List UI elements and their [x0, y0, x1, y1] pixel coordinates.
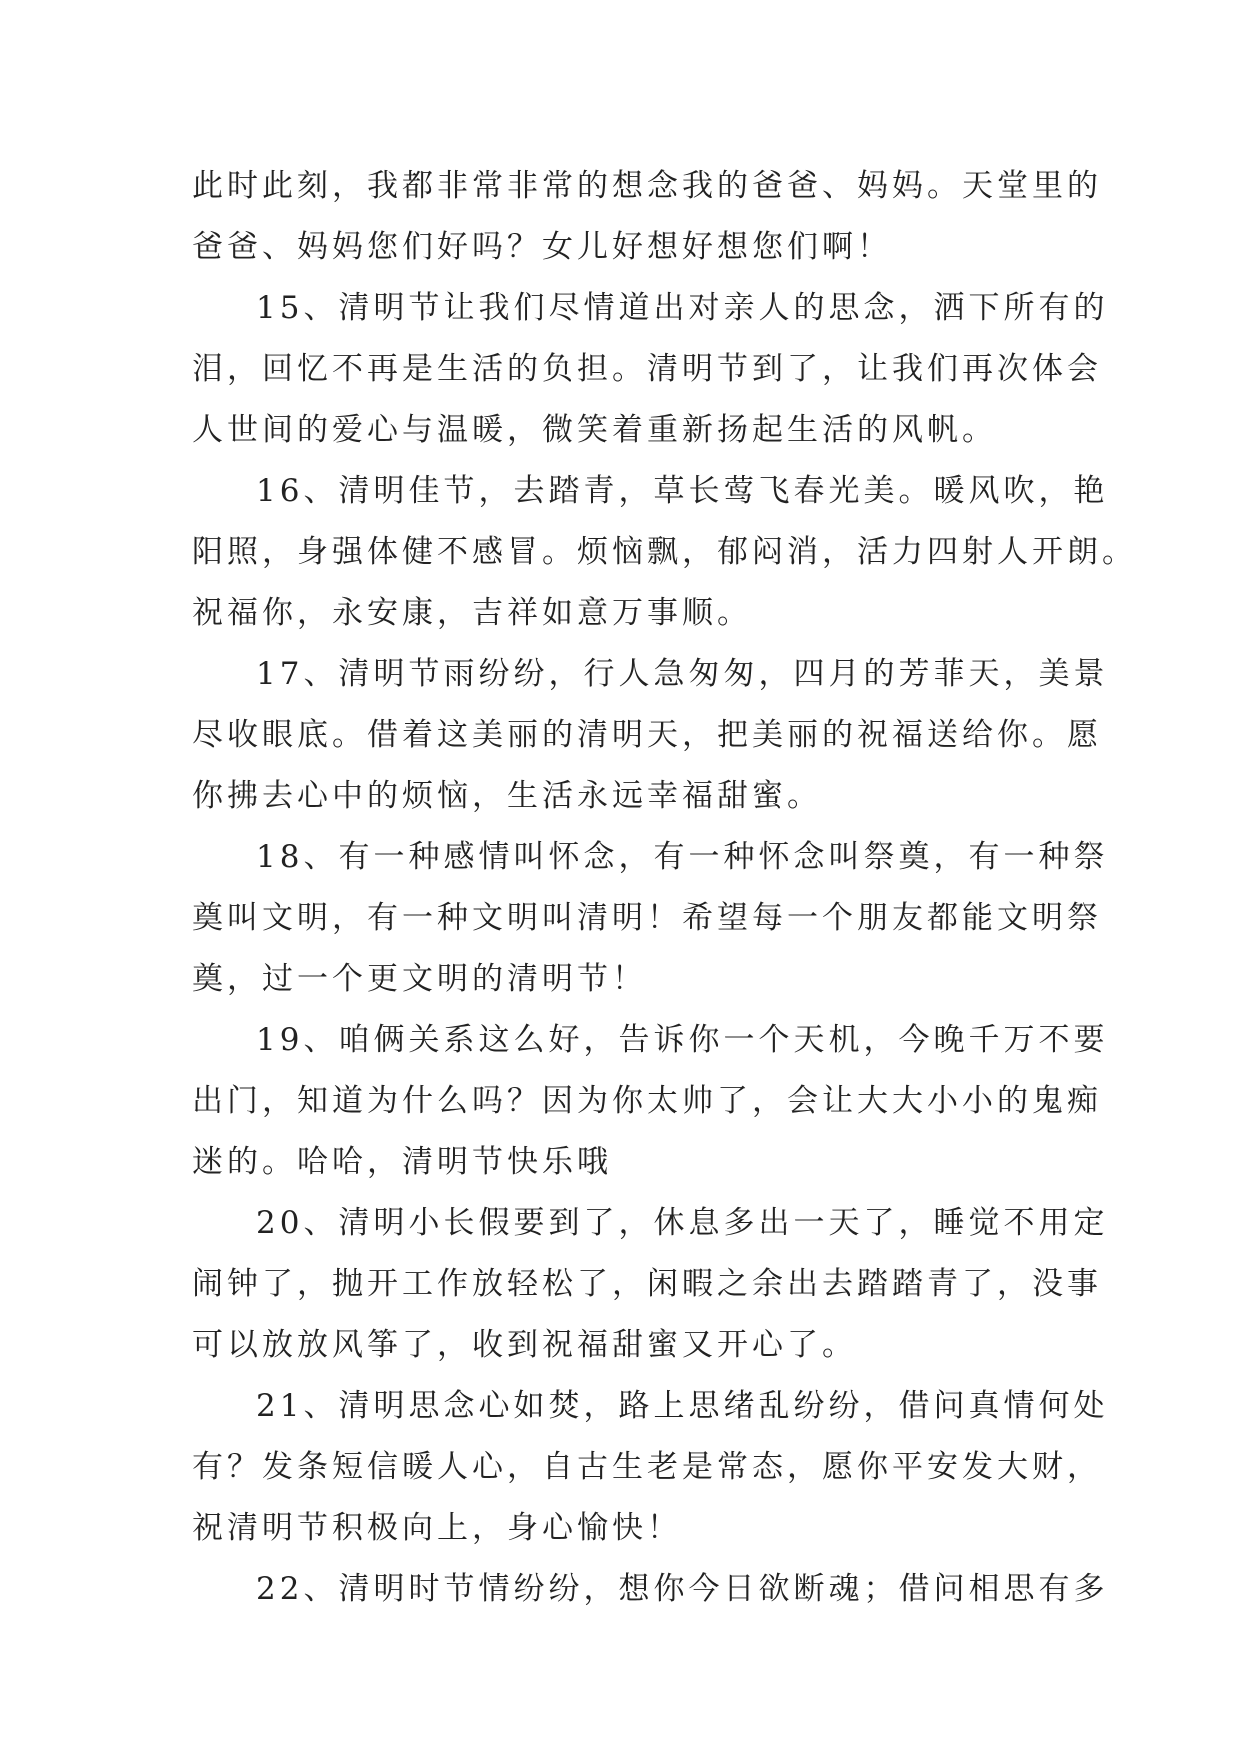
paragraph-start-15: 15、清明节让我们尽情道出对亲人的思念，洒下所有的 [256, 290, 1109, 326]
text-line: 祝清明节积极向上，身心愉快！ [192, 1510, 682, 1546]
text-line: 出门，知道为什么吗？因为你太帅了，会让大大小小的鬼痴 [192, 1083, 1102, 1119]
text-line: 你拂去心中的烦恼，生活永远幸福甜蜜。 [192, 778, 822, 814]
paragraph-start-21: 21、清明思念心如焚，路上思绪乱纷纷，借问真情何处 [256, 1388, 1109, 1424]
paragraph-start-22: 22、清明时节情纷纷，想你今日欲断魂；借问相思有多 [256, 1571, 1109, 1607]
text-line: 爸爸、妈妈您们好吗？女儿好想好想您们啊！ [192, 229, 892, 265]
text-line: 泪，回忆不再是生活的负担。清明节到了，让我们再次体会 [192, 351, 1102, 387]
paragraph-start-18: 18、有一种感情叫怀念，有一种怀念叫祭奠，有一种祭 [256, 839, 1109, 875]
paragraph-start-17: 17、清明节雨纷纷，行人急匆匆，四月的芳菲天，美景 [256, 656, 1109, 692]
text-line: 可以放放风筝了，收到祝福甜蜜又开心了。 [192, 1327, 857, 1363]
text-line: 奠叫文明，有一种文明叫清明！希望每一个朋友都能文明祭 [192, 900, 1102, 936]
text-line: 尽收眼底。借着这美丽的清明天，把美丽的祝福送给你。愿 [192, 717, 1102, 753]
text-line: 人世间的爱心与温暖，微笑着重新扬起生活的风帆。 [192, 412, 997, 448]
text-line: 迷的。哈哈，清明节快乐哦 [192, 1144, 612, 1180]
text-line: 此时此刻，我都非常非常的想念我的爸爸、妈妈。天堂里的 [192, 168, 1102, 204]
paragraph-start-20: 20、清明小长假要到了，休息多出一天了，睡觉不用定 [256, 1205, 1109, 1241]
document-body [192, 156, 1137, 1620]
paragraph-start-16: 16、清明佳节，去踏青，草长莺飞春光美。暖风吹，艳 [256, 473, 1109, 509]
text-line: 阳照，身强体健不感冒。烦恼飘，郁闷消，活力四射人开朗。 [192, 534, 1137, 570]
text-line: 祝福你，永安康，吉祥如意万事顺。 [192, 595, 752, 631]
text-line: 奠，过一个更文明的清明节！ [192, 961, 647, 997]
paragraph-start-19: 19、咱俩关系这么好，告诉你一个天机，今晚千万不要 [256, 1022, 1109, 1058]
text-line: 有？发条短信暖人心，自古生老是常态，愿你平安发大财， [192, 1449, 1102, 1485]
text-line: 闹钟了，抛开工作放轻松了，闲暇之余出去踏踏青了，没事 [192, 1266, 1102, 1302]
